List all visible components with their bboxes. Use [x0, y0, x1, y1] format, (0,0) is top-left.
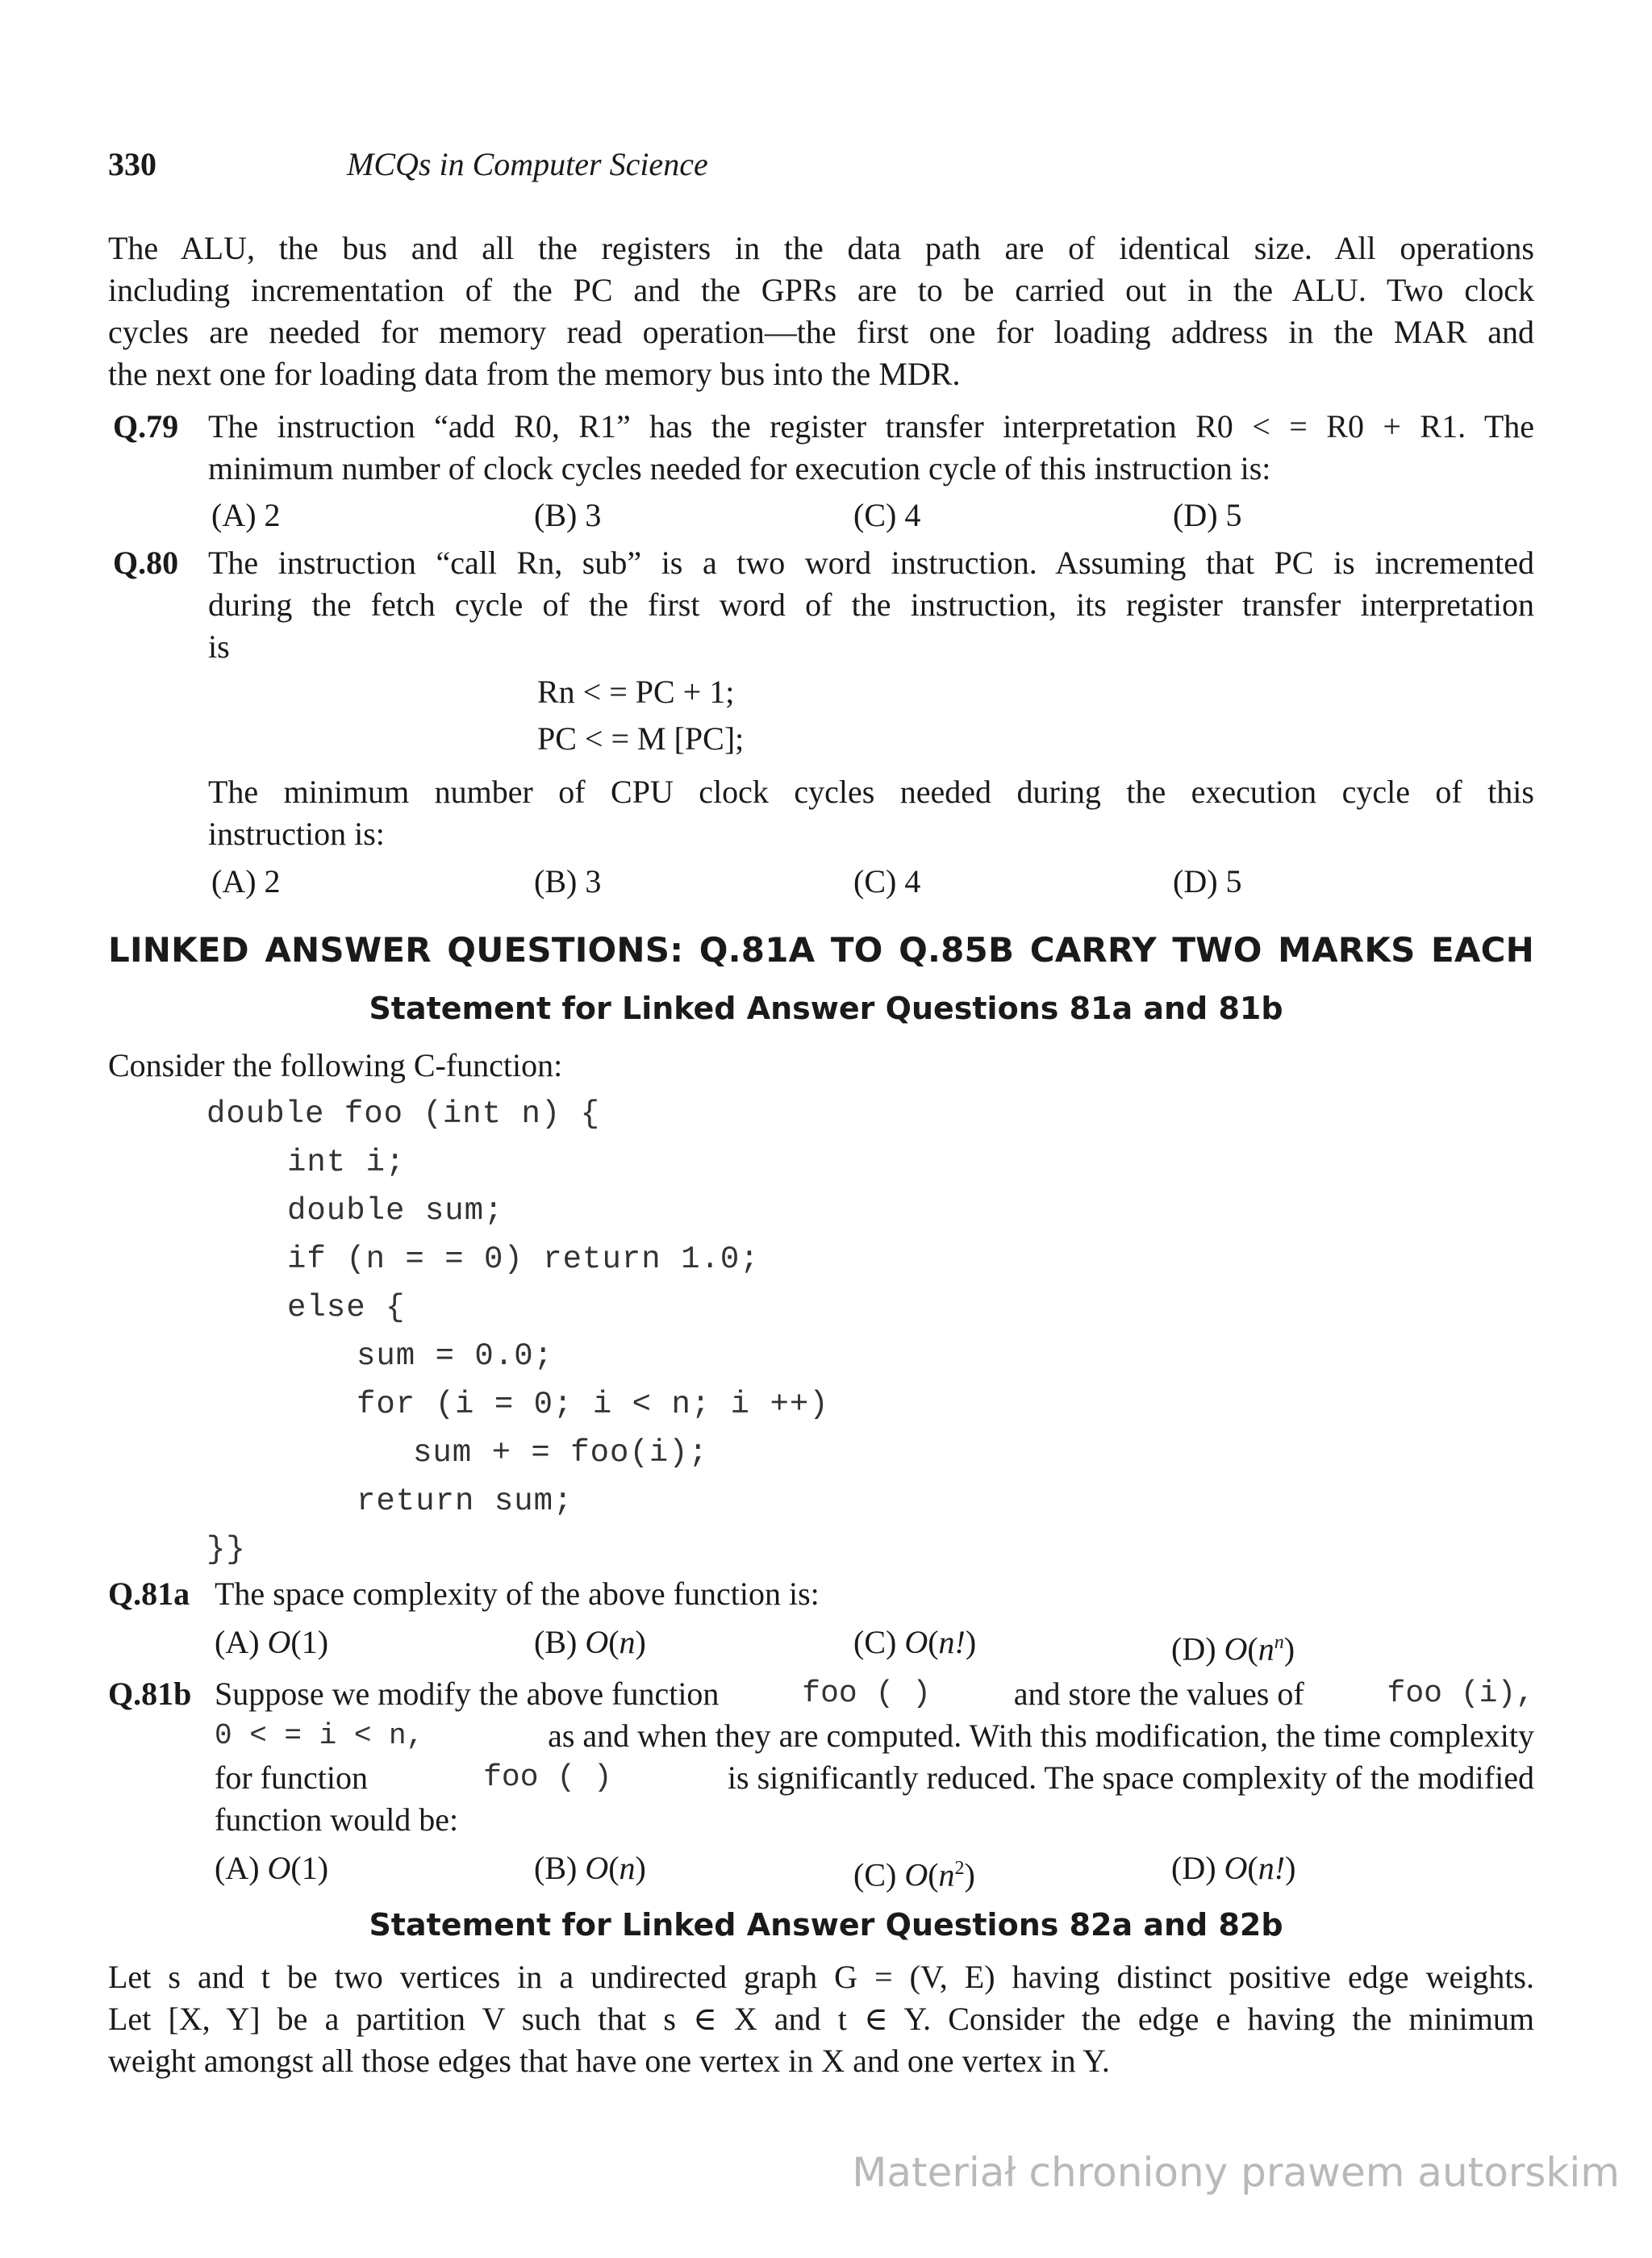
option-d: (D) O(n!): [1171, 1850, 1296, 1886]
question-text: The space complexity of the above function is:: [215, 1576, 820, 1612]
statement-intro: Consider the following C-function:: [108, 1047, 563, 1083]
option-c: (C) $O(n^2)$: [853, 1856, 975, 1893]
code-line: if (n = = 0) return 1.0;: [287, 1242, 760, 1277]
question-text: [208, 542, 1534, 668]
option-a: (A) O(1): [215, 1624, 329, 1660]
code-block: [0, 1093, 1652, 1593]
code-line: sum = 0.0;: [357, 1338, 554, 1374]
option-b: (B) 3: [534, 497, 602, 533]
statement-line: weight amongst all those edges that have one vertex in X and one vertex in Y.: [108, 2043, 1110, 2079]
question-text: [215, 1673, 1534, 1841]
statement-line: Let s and t be two vertices in a undirected graph G = (V, E) having distinct positive edge weights.: [108, 1959, 1534, 1995]
option-a: (A) 2: [211, 497, 281, 533]
option-d: (D) $O(n^n)$: [1171, 1630, 1295, 1667]
question-line: for function foo ( ) is significantly reduced. The space complexity of the modified: [215, 1759, 1534, 1796]
intro-line: cycles are needed for memory read operation—the first one for loading address in the MAR and: [108, 314, 1534, 350]
question-line: during the fetch cycle of the first word of the instruction, its register transfer interpretation: [208, 586, 1534, 623]
code-line: double sum;: [287, 1193, 504, 1229]
statement-line: Let [X, Y] be a partition V such that s ∈ X and t ∈ Y. Consider the edge e having the minimum: [108, 2001, 1534, 2037]
option-a: (A) O(1): [215, 1850, 329, 1886]
question-line: The instruction “add R0, R1” has the register transfer interpretation R0 < = R0 + R1. The: [208, 408, 1534, 445]
answer-options: [211, 495, 1534, 536]
section-heading: LINKED ANSWER QUESTIONS: Q.81A TO Q.85B CARRY TWO MARKS EACH: [108, 930, 1534, 970]
answer-options: [211, 861, 1534, 903]
running-title: MCQs in Computer Science: [347, 146, 708, 182]
question-number: Q.80: [113, 545, 179, 581]
option-c: (C) O(n!): [853, 1624, 977, 1660]
code-line: sum + = foo(i);: [413, 1435, 709, 1471]
question-text: [208, 406, 1534, 490]
question-line: The instruction “call Rn, sub” is a two word instruction. Assuming that PC is incremented: [208, 545, 1534, 581]
register-transfer: [537, 671, 744, 760]
option-d: (D) 5: [1173, 863, 1242, 899]
question-number: Q.81b: [108, 1676, 192, 1712]
option-a: (A) 2: [211, 863, 281, 899]
answer-options: [215, 1622, 1537, 1667]
page-number: 330: [108, 146, 156, 182]
statement-heading: Statement for Linked Answer Questions 82a and 82b: [369, 1907, 1283, 1943]
question-number: Q.79: [113, 408, 179, 445]
intro-line: the next one for loading data from the memory bus into the MDR.: [108, 356, 961, 392]
question-line: is: [208, 628, 230, 665]
question-number: Q.81a: [108, 1576, 190, 1612]
code-line: return sum;: [357, 1484, 574, 1519]
answer-options: [215, 1847, 1537, 1893]
intro-line: including incrementation of the PC and the GPRs are to be carried out in the ALU. Two clock: [108, 272, 1534, 308]
intro-paragraph: [108, 227, 1534, 395]
question-followup: [208, 771, 1534, 855]
option-b: (B) O(n): [534, 1624, 646, 1660]
option-b: (B) O(n): [534, 1850, 646, 1886]
code-line: }}: [206, 1532, 246, 1567]
question-line: function would be:: [215, 1801, 459, 1838]
question-line: 0 < = i < n, as and when they are computed. With this modification, the time complexity: [215, 1717, 1534, 1754]
question-line: minimum number of clock cycles needed for execution cycle of this instruction is:: [208, 450, 1271, 486]
code-line: double foo (int n) {: [206, 1096, 601, 1132]
question-line: Suppose we modify the above function foo ( ) and store the values of foo (i),: [215, 1676, 1534, 1712]
code-line: int i;: [287, 1145, 406, 1180]
copyright-watermark: Materiał chroniony prawem autorskim: [852, 2149, 1620, 2196]
intro-line: The ALU, the bus and all the registers in the data path are of identical size. All operations: [108, 230, 1534, 266]
option-b: (B) 3: [534, 863, 602, 899]
option-d: (D) 5: [1173, 497, 1242, 533]
transfer-line: Rn < = PC + 1;: [537, 674, 735, 710]
statement-heading: Statement for Linked Answer Questions 81a and 81b: [369, 991, 1283, 1026]
transfer-line: PC < = M [PC];: [537, 720, 745, 757]
question-line: instruction is:: [208, 816, 385, 852]
code-line: for (i = 0; i < n; i ++): [357, 1387, 829, 1422]
option-c: (C) 4: [853, 863, 921, 899]
option-c: (C) 4: [853, 497, 921, 533]
code-line: else {: [287, 1290, 406, 1325]
question-line: The minimum number of CPU clock cycles needed during the execution cycle of this: [208, 774, 1534, 810]
statement-paragraph: [108, 1956, 1534, 2082]
